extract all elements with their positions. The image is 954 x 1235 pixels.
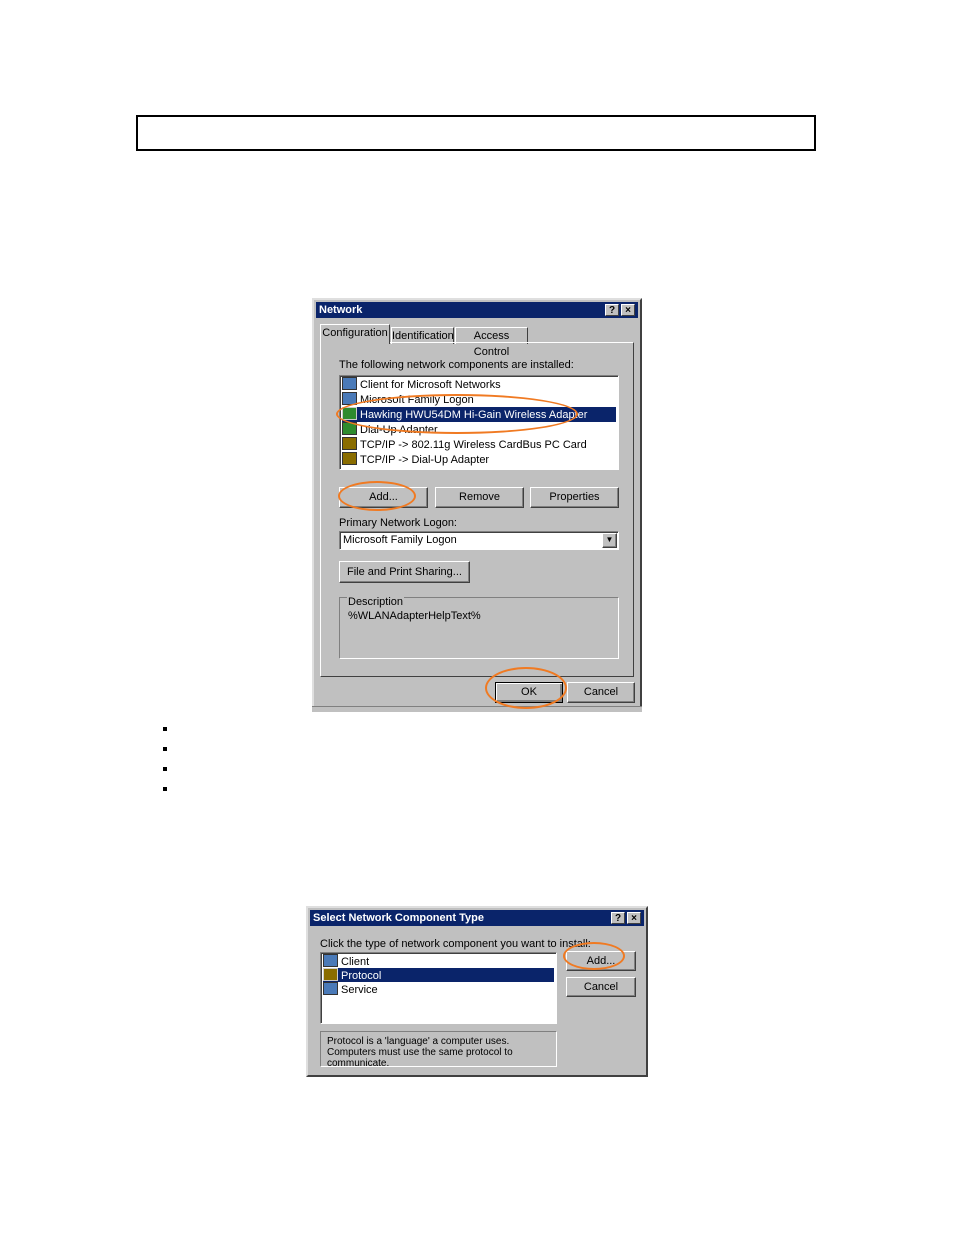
service-icon — [323, 982, 338, 995]
close-button[interactable]: × — [627, 912, 641, 924]
highlight-oval — [563, 942, 625, 970]
tab-configuration[interactable]: Configuration — [320, 324, 390, 344]
cancel-button[interactable]: Cancel — [566, 977, 636, 997]
select-component-dialog — [306, 906, 648, 1077]
protocol-icon — [323, 968, 338, 981]
section-header-box — [136, 115, 816, 151]
description-box — [320, 1031, 557, 1067]
protocol-icon — [342, 452, 357, 465]
protocol-icon — [342, 437, 357, 450]
tab-identification[interactable]: Identification — [391, 327, 454, 344]
highlight-oval — [336, 394, 578, 434]
help-button[interactable]: ? — [611, 912, 625, 924]
list-item[interactable]: Hawking HWU54DM Hi-Gain Wireless Adapter — [342, 407, 616, 422]
add-button[interactable]: Add... — [339, 487, 428, 508]
list-item[interactable]: Dial-Up Adapter — [342, 422, 616, 437]
network-title-bar — [316, 302, 638, 318]
instruction-label: Click the type of network component you want to install: — [320, 938, 591, 950]
primary-logon-select[interactable] — [339, 531, 619, 550]
network-title: Network — [319, 304, 363, 316]
list-item[interactable]: Client for Microsoft Networks — [342, 377, 616, 392]
list-item[interactable]: Protocol — [323, 968, 554, 982]
description-text: %WLANAdapterHelpText% — [348, 610, 481, 622]
installed-label: The following network components are installed: — [339, 359, 574, 371]
help-button[interactable]: ? — [605, 304, 619, 316]
list-item[interactable]: Microsoft Family Logon — [342, 392, 616, 407]
primary-logon-value: Microsoft Family Logon — [343, 534, 457, 546]
highlight-oval — [485, 667, 567, 709]
window-edge-remnant — [312, 706, 642, 712]
component-type-list[interactable] — [320, 952, 557, 1024]
bullet-icon — [163, 767, 167, 771]
computer-icon — [342, 377, 357, 390]
select-title: Select Network Component Type — [313, 912, 484, 924]
cancel-button[interactable]: Cancel — [567, 682, 635, 703]
primary-logon-label: Primary Network Logon: — [339, 517, 457, 529]
description-text: Protocol is a 'language' a computer uses. Computers must use the same protocol to communicate. — [327, 1036, 513, 1069]
bullet-icon — [163, 747, 167, 751]
bullet-icon — [163, 787, 167, 791]
properties-button[interactable]: Properties — [530, 487, 619, 508]
highlight-oval — [338, 481, 416, 511]
list-item[interactable]: Client — [323, 954, 554, 968]
client-icon — [323, 954, 338, 967]
description-label: Description — [348, 596, 404, 608]
chevron-down-icon[interactable]: ▼ — [602, 533, 617, 548]
close-button[interactable]: × — [621, 304, 635, 316]
remove-button[interactable]: Remove — [435, 487, 524, 508]
add-button[interactable]: Add... — [566, 951, 636, 971]
ok-button[interactable]: OK — [495, 682, 563, 703]
file-print-sharing-button[interactable]: File and Print Sharing... — [339, 561, 470, 583]
select-title-bar — [310, 910, 644, 926]
list-item[interactable]: Service — [323, 982, 554, 996]
list-item[interactable]: TCP/IP -> Dial-Up Adapter — [342, 452, 616, 467]
list-item[interactable]: TCP/IP -> 802.11g Wireless CardBus PC Card — [342, 437, 616, 452]
description-group — [339, 597, 619, 659]
tab-access-control[interactable]: Access Control — [455, 327, 528, 344]
bullet-icon — [163, 727, 167, 731]
